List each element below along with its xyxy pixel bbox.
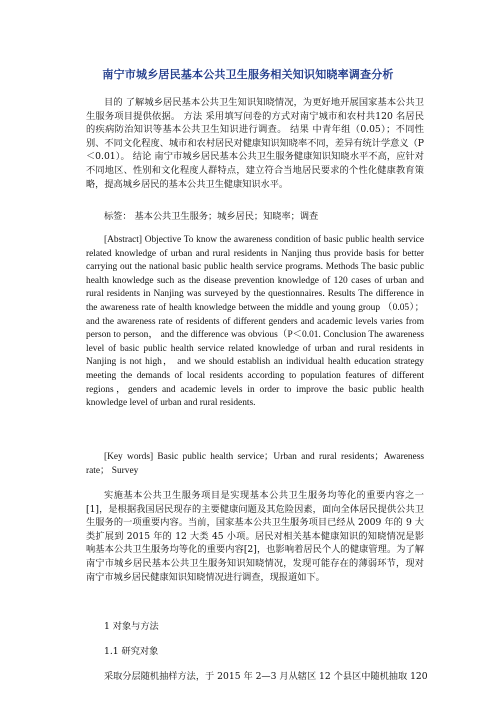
keywords-english: [Key words] Basic public health service；Urban and rural residents；Awareness rate； Survey [86,452,424,476]
section-heading-1: 1 对象与方法 [104,621,159,632]
introduction-paragraph: 实施基本公共卫生服务项目是实现基本公共卫生服务均等化的重要内容之一[1]，是根据我国居民现存的主要健康问题及其危险因素，面向全体居民提供公共卫生服务的一项重要内容。当前，国家基本公共卫生服务项目已经从 2009 年的 9 大类扩展到 2015 年的 12 大类 45 小项。居民对相关基本健康知识的知晓情况是影响基本公共卫生服务均等化的重要内容[2]，也影响着居民个人的健康管理。为了解南宁市城乡居民基本公共卫生服务知识知晓情况，发现可能存在的薄弱环节，现对南宁市城乡居民健康知识知晓情况进行调查，现报道如下。 [86,490,424,583]
keywords-chinese: 标签： 基本公共卫生服务；城乡居民；知晓率；调查 [104,211,319,222]
abstract-english: [Abstract] Objective To know the awareness condition of basic public health service related knowledge of urban and rural residents in Nanjing thus provide basis for better carrying out the national basic public health service programs. Methods The basic public health knowledge such as the disease prevention knowledge of 120 cases of urban and rural residents in Nanjing was surveyed by the questionnaires. Results The difference in the awareness rate of health knowledge between the middle and young group （0.05）； and the awareness rate of residents of different genders and academic levels varies from person to person， and the difference was obvious（P＜0.01. Conclusion The awareness level of basic public health service related knowledge of urban and rural residents in Nanjing is not high， and we should establish an individual health education strategy meeting the demands of local residents according to population features of different regions，genders and academic levels in order to improve the basic public health knowledge level of urban and rural residents. [86,235,424,409]
method-paragraph: 采取分层随机抽样方法，于 2015 年 2—3 月从辖区 12 个县区中随机抽取 120 [104,671,428,682]
paper-title: 南宁市城乡居民基本公共卫生服务相关知识知晓率调查分析 [102,68,394,81]
section-heading-1-1: 1.1 研究对象 [104,646,159,657]
abstract-chinese: 目的 了解城乡居民基本公共卫生知识知晓情况，为更好地开展国家基本公共卫生服务项目提供依据。 方法 采用填写问卷的方式对南宁城市和农村共120 名居民的疾病防治知识等基本公共卫生知识进行调查。 结果 中青年组（0.05）；不同性别、不同文化程度、城市和农村居民对健康知识知晓率不同，差异有统计学意义（P＜0.01）。 结论 南宁市城乡居民基本公共卫生服务健康知识知晓水平不高，应针对不同地区、性别和文化程度人群特点，建立符合当地居民要求的个性化健康教育策略，提高城乡居民的基本公共卫生健康知识水平。 [86,97,424,190]
